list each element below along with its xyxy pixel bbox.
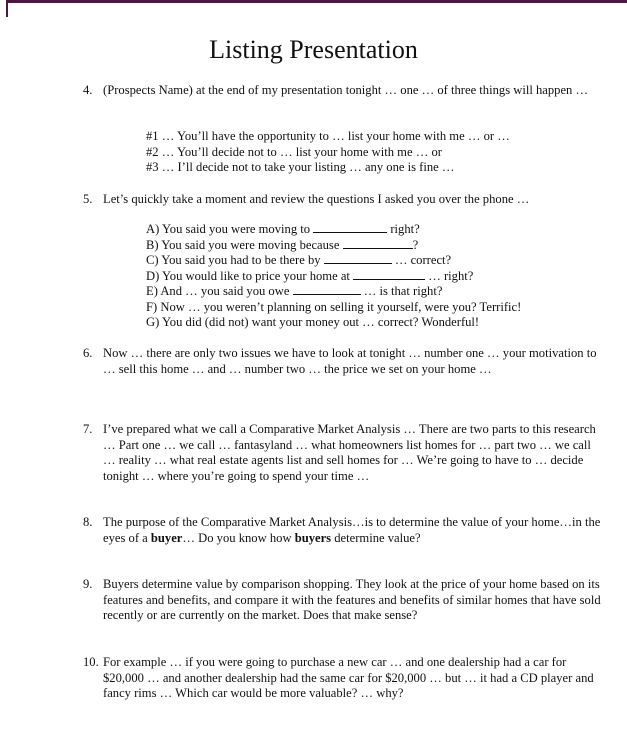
option-2: #2 … You’ll decide not to … list your home with me … or: [146, 144, 442, 159]
bold-buyers: buyers: [294, 530, 332, 545]
question-text: C) You said you had to be there by: [146, 253, 324, 267]
question-text-end: … right?: [425, 268, 474, 283]
fill-in-blank: [293, 285, 361, 295]
question-text-end: … correct?: [391, 253, 452, 267]
item-text: I’ve prepared what we call a Comparative Market Analysis … There are two parts to this research … Part one … we call … fantasyland … what homeowners list homes for … part two … we call … reality … what real estate agents list and sell homes for … We’re going to have to … decide tonight … where you’re going to spend your time …: [103, 422, 596, 483]
fill-in-blank: [353, 270, 425, 280]
item-text: Let’s quickly take a moment and review the questions I asked you over the phone …: [103, 192, 530, 206]
item-5-questions: [146, 222, 606, 331]
question-text-end: ?: [412, 237, 419, 252]
item-number: 6.: [83, 346, 93, 360]
list-item-6: [83, 346, 603, 377]
item-text: (Prospects Name) at the end of my presentation tonight … one … of three things will happen …: [103, 83, 589, 97]
question-text: E) And … you said you owe: [146, 284, 293, 298]
item-text: Now … there are only two issues we have to look at tonight … number one … your motivation to … sell this home … and … number two … the price we set on your home …: [103, 346, 597, 376]
question-text: A) You said you were moving to: [146, 222, 314, 236]
list-item-9: [83, 577, 603, 624]
fill-in-blank: [324, 254, 392, 264]
question-line: [146, 300, 606, 316]
list-item-5: [83, 192, 603, 208]
item-number: 8.: [83, 515, 93, 529]
question-text: G) You did (did not) want your money out … correct? Wonderful!: [146, 315, 480, 329]
item-4-options: [146, 129, 606, 176]
question-line: [146, 315, 606, 331]
top-border: [6, 0, 627, 3]
option-3: #3 … I’ll decide not to take your listing … any one is fine …: [146, 160, 455, 174]
fill-in-blank: [313, 223, 387, 233]
question-line: [146, 238, 606, 254]
list-item-4: [83, 83, 603, 99]
left-border: [6, 0, 8, 17]
item-number: 7.: [83, 422, 93, 436]
item-number: 4.: [83, 83, 93, 97]
bold-buyer: buyer: [150, 530, 183, 545]
item-text: The purpose of the Comparative Market Analysis…is to determine the value of your home…in the eyes of a buyer… Do you know how buyers determine value?: [103, 515, 601, 545]
question-text-end: right?: [387, 222, 420, 236]
item-text: Buyers determine value by comparison shopping. They look at the price of your home based on its features and benefits, and compare it with the features and benefits of similar homes that have sold recently or are currently on the market. Does that make sense?: [103, 577, 601, 622]
question-text: B) You said you were moving because: [146, 237, 343, 252]
list-item-8: [83, 515, 603, 546]
question-text-end: … is that right?: [360, 284, 443, 298]
option-1: #1 … You’ll have the opportunity to … list your home with me … or …: [146, 129, 510, 143]
list-item-7: [83, 422, 603, 484]
question-line: [146, 269, 606, 285]
item-text: For example … if you were going to purchase a new car … and one dealership had a car for $20,000 … and another dealership had the same car for $20,000 … but … it had a CD player and fancy rims … Which car would be more valuable? … why?: [103, 655, 594, 700]
item-number: 10.: [83, 655, 99, 669]
question-line: [146, 253, 606, 269]
question-text: D) You would like to price your home at: [146, 268, 354, 283]
question-text: F) Now … you weren’t planning on selling it yourself, were you? Terrific!: [146, 299, 522, 314]
item-number: 5.: [83, 192, 93, 206]
list-item-10: [83, 655, 603, 702]
question-line: [146, 284, 606, 300]
page-title: Listing Presentation: [209, 35, 418, 64]
fill-in-blank: [343, 239, 413, 249]
question-line: [146, 222, 606, 238]
item-number: 9.: [83, 577, 93, 591]
